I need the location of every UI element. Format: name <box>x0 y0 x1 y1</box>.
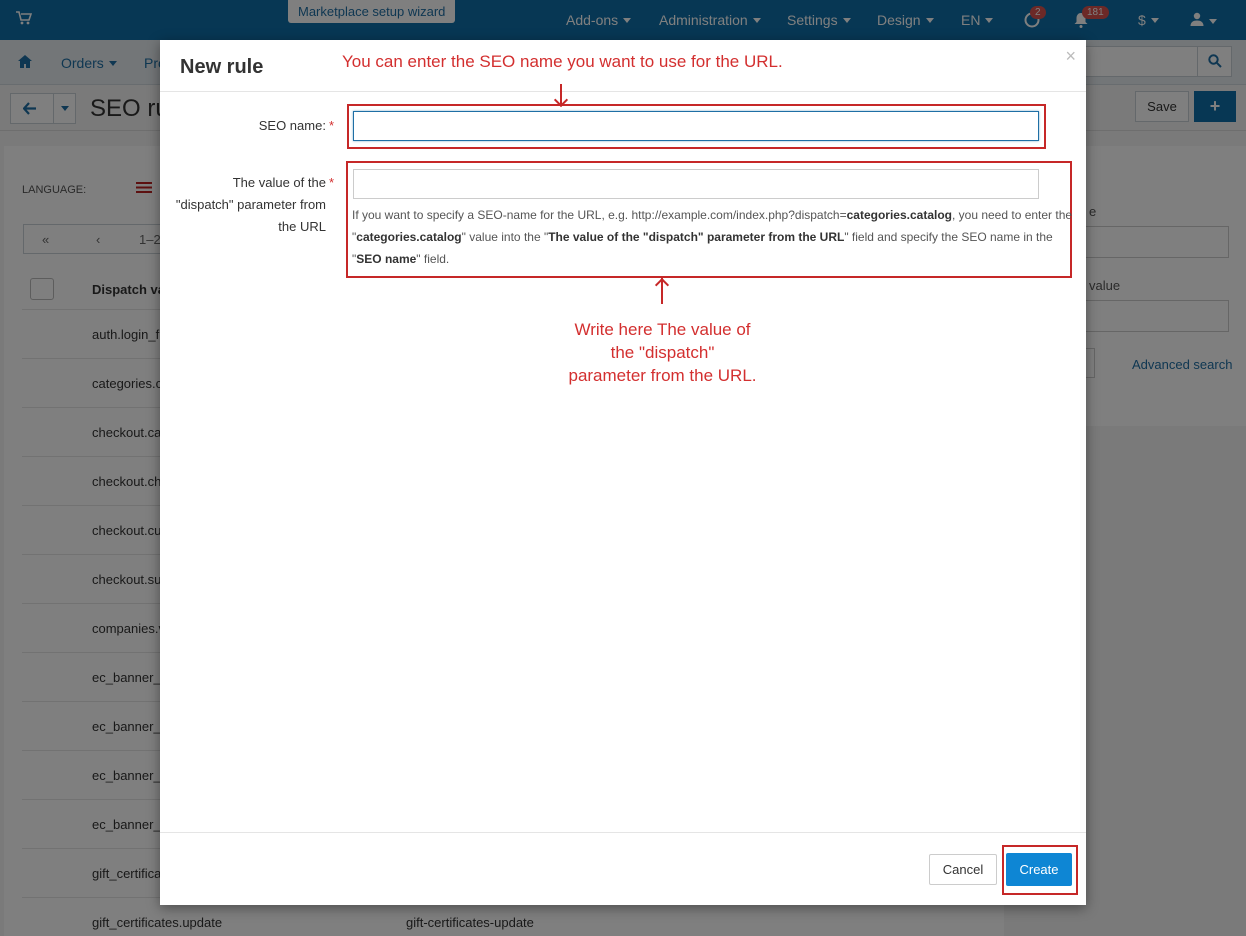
dispatch-label-line2: "dispatch" parameter from <box>175 197 326 212</box>
annotation-dispatch-line3: parameter from the URL. <box>568 366 757 385</box>
dialog-header <box>160 40 1086 92</box>
seo-name-label <box>200 115 334 137</box>
new-rule-dialog <box>160 40 1086 905</box>
cancel-button[interactable]: Cancel <box>929 854 997 885</box>
seo-name-input[interactable] <box>353 111 1039 141</box>
dispatch-label <box>160 172 334 238</box>
help-bold-4: SEO name <box>356 252 417 266</box>
required-asterisk: * <box>328 118 334 133</box>
create-button[interactable]: Create <box>1006 853 1072 886</box>
help-text-2: , you need to enter the " <box>352 208 1073 244</box>
help-text-4: " field and specify the SEO name in the " <box>352 230 1053 266</box>
arrowhead-up-icon <box>655 278 669 292</box>
required-asterisk: * <box>328 175 334 190</box>
annotation-dispatch <box>560 318 765 387</box>
dispatch-value-input[interactable] <box>353 169 1039 199</box>
help-text-1: If you want to specify a SEO-name for the URL, e.g. http://example.com/index.php?dispatch= <box>352 208 847 222</box>
help-text-3: " value into the " <box>461 230 549 244</box>
help-bold-3: The value of the "dispatch" parameter from the URL <box>548 230 845 244</box>
close-icon[interactable]: × <box>1065 46 1076 66</box>
help-bold-2: categories.catalog <box>356 230 462 244</box>
annotation-dispatch-line1: Write here The value of <box>574 320 751 339</box>
dispatch-label-line1: The value of the <box>232 175 326 190</box>
dispatch-help-text <box>352 204 1077 270</box>
annotation-dispatch-line2: the "dispatch" <box>610 343 715 362</box>
help-text-5: " field. <box>416 252 450 266</box>
dialog-footer <box>160 832 1086 905</box>
annotation-seo-name: You can enter the SEO name you want to use for the URL. <box>342 52 783 71</box>
seo-name-label-text: SEO name: <box>258 118 326 133</box>
dispatch-label-line3: the URL <box>278 219 326 234</box>
help-bold-1: categories.catalog <box>846 208 952 222</box>
dialog-title: New rule <box>180 56 264 78</box>
